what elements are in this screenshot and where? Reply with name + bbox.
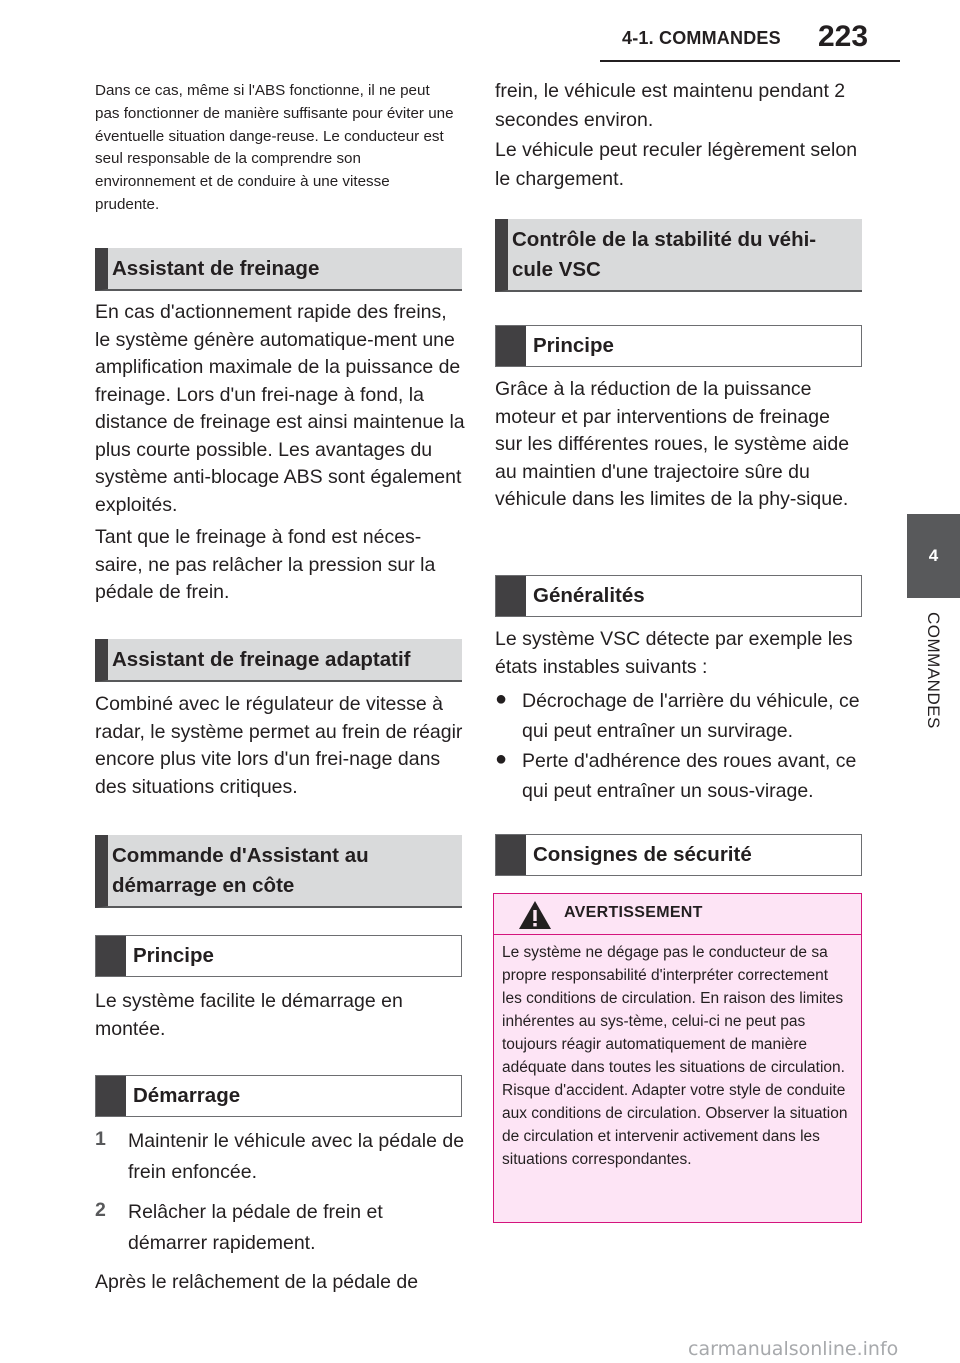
subheading-text: Principe <box>133 944 214 967</box>
subheading-text: Généralités <box>533 584 645 607</box>
step-item <box>95 1126 465 1188</box>
page-number: 223 <box>818 20 869 53</box>
paragraph-assistant-1: En cas d'actionnement rapide des freins, le système génère automatique-ment une amplification maximale de la puissance de freinage. Lors d'un frei-nage à fond, la distance de freinage est ainsi maintenue la plus courte possible. Les avantages du système anti-blocage ABS sont également exploités. <box>95 301 465 516</box>
subheading-principe <box>495 325 862 367</box>
subheading-principe <box>95 935 462 977</box>
heading-text: Assistant de freinage adaptatif <box>112 648 411 671</box>
heading-assistant-freinage <box>95 248 462 291</box>
heading-vsc <box>495 219 862 292</box>
subheading-marker <box>496 835 526 875</box>
paragraph-continuation-2: Le véhicule peut reculer légèrement selon le chargement. <box>495 139 858 190</box>
list-item <box>495 746 865 806</box>
warning-header <box>494 894 861 935</box>
list-item-text: Perte d'adhérence des roues avant, ce qui peut entraîner un sous-virage. <box>522 750 857 802</box>
subheading-text: Consignes de sécurité <box>533 843 752 866</box>
list-item-text: Décrochage de l'arrière du véhicule, ce qui peut entraîner un survirage. <box>522 690 860 742</box>
subheading-generalites <box>495 575 862 617</box>
heading-demarrage-cote <box>95 835 462 908</box>
chapter-tab[interactable] <box>907 514 960 598</box>
paragraph-vsc-principe: Grâce à la réduction de la puissance moteur et par interventions de freinage sur les différentes roues, le système aide au maintien d'une trajectoire sûre du véhicule dans les limites de la phy-sique. <box>495 378 850 510</box>
paragraph-assistant-2: Tant que le freinage à fond est néces-saire, ne pas relâcher la pression sur la pédale de frein. <box>95 526 436 603</box>
intro-paragraph: Dans ce cas, même si l'ABS fonctionne, il ne peut pas fonctionner de manière suffisante pour éviter une éventuelle situation dange-reuse. Le conducteur est seul responsable de la comprendre son environnement et de conduire à une vitesse prudente. <box>95 82 454 213</box>
bullet-icon: ● <box>495 688 508 710</box>
list-item <box>495 686 865 746</box>
subheading-marker <box>496 326 526 366</box>
subheading-marker <box>496 576 526 616</box>
heading-text: Assistant de freinage <box>112 257 320 280</box>
warning-text: Le système ne dégage pas le conducteur de sa propre responsabilité d'interpréter correctement les conditions de circulation. En raison des limites inhérentes au sys-tème, celui-ci ne peut pas toujours réagir automatiquement de manière adéquate dans toutes les situations de circulation. Risque d'accident. Adapter votre style de conduite aux conditions de circulation. Observer la situation de circulation et intervenir activement dans les situations correspondantes. <box>502 944 848 1168</box>
heading-assistant-adaptatif <box>95 639 462 682</box>
header-divider <box>600 60 900 62</box>
subheading-marker <box>96 1076 126 1116</box>
paragraph-apres: Après le relâchement de la pédale de <box>95 1271 419 1293</box>
paragraph-adaptatif: Combiné avec le régulateur de vitesse à radar, le système permet au frein de réagir encore plus vite lors d'un frei-nage dans des situations critiques. <box>95 693 463 798</box>
step-item <box>95 1197 465 1259</box>
warning-icon <box>518 900 552 930</box>
warning-box <box>493 893 862 1223</box>
paragraph-generalites: Le système VSC détecte par exemple les états instables suivants : <box>495 628 853 678</box>
paragraph-principe: Le système facilite le démarrage en montée. <box>95 990 403 1040</box>
watermark: carmanualsonline.info <box>688 1338 899 1360</box>
chapter-tab-number: 4 <box>928 546 939 565</box>
section-title: 4-1. COMMANDES <box>622 28 781 48</box>
heading-text: Contrôle de la stabilité du véhi-cule VSC <box>512 228 817 281</box>
subheading-demarrage <box>95 1075 462 1117</box>
subheading-marker <box>96 936 126 976</box>
bullet-icon: ● <box>495 748 508 770</box>
subheading-text: Principe <box>533 334 614 357</box>
step-text: Maintenir le véhicule avec la pédale de frein enfoncée. <box>128 1130 465 1183</box>
step-number: 1 <box>95 1128 106 1150</box>
step-text: Relâcher la pédale de frein et démarrer rapidement. <box>128 1201 383 1254</box>
paragraph-continuation-1: frein, le véhicule est maintenu pendant 2 secondes environ. <box>495 80 846 131</box>
warning-title: AVERTISSEMENT <box>564 904 703 921</box>
heading-text: Commande d'Assistant au démarrage en côte <box>112 844 369 897</box>
subheading-text: Démarrage <box>133 1084 241 1107</box>
subheading-securite <box>495 834 862 876</box>
chapter-label: COMMANDES <box>924 612 943 729</box>
step-number: 2 <box>95 1199 106 1221</box>
